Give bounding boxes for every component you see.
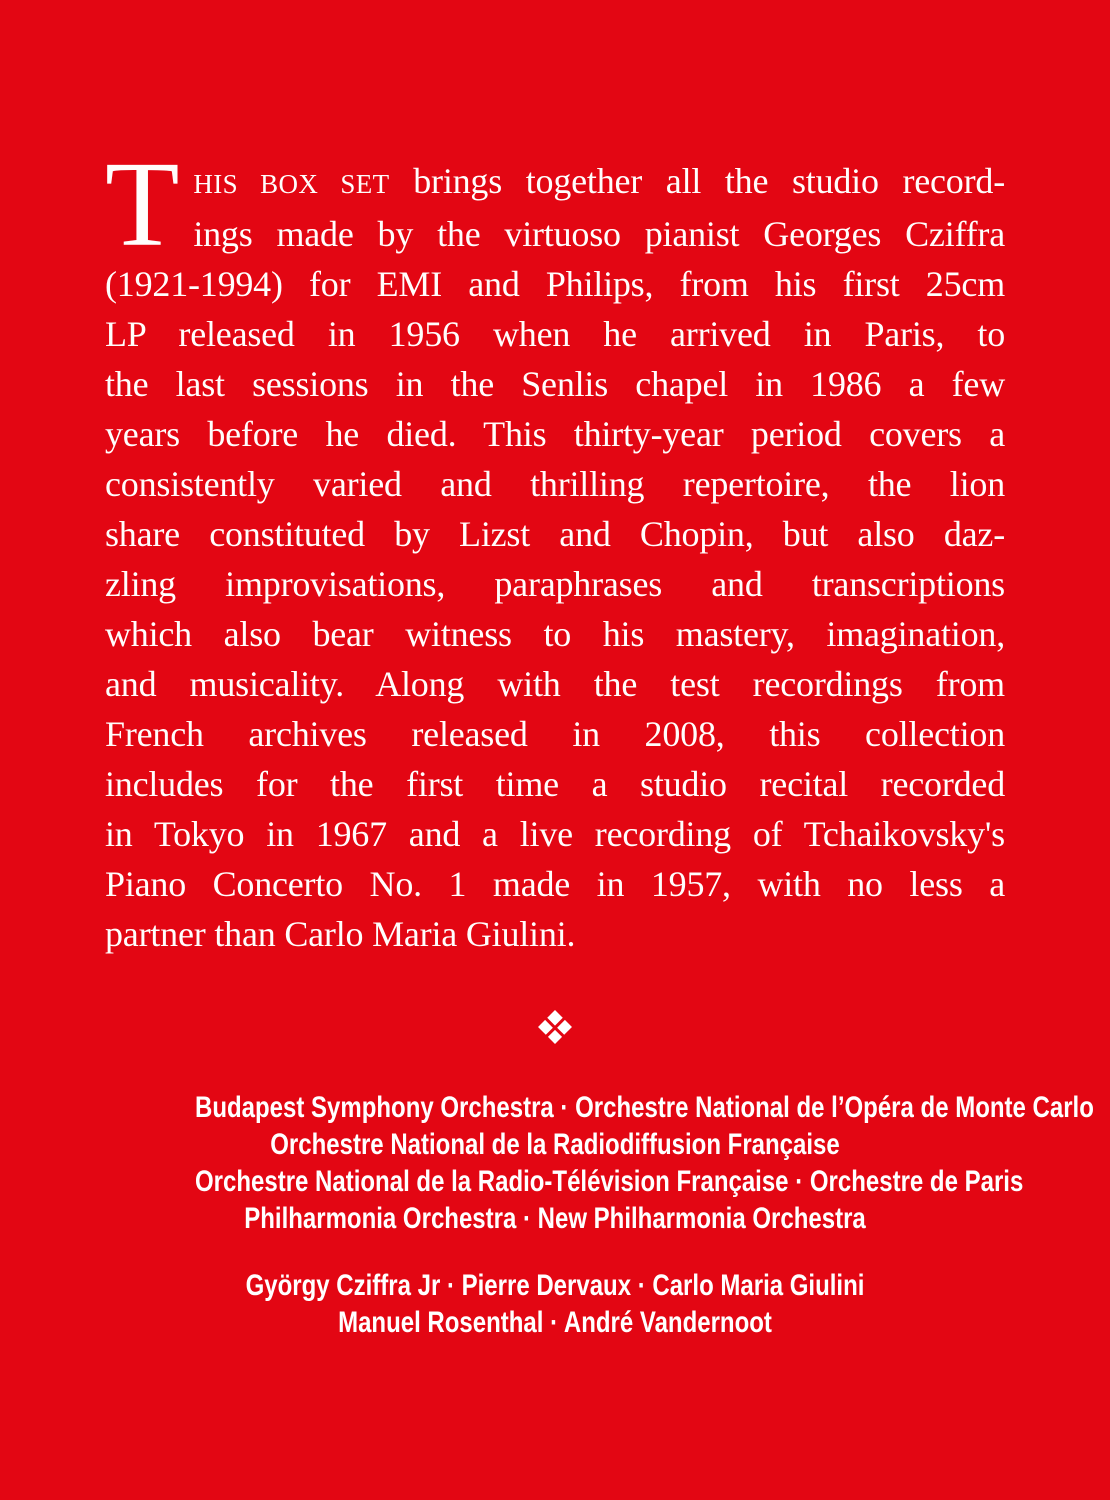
body-text: Piano Concerto No. 1 made in 1957, with no less a [105, 864, 1005, 904]
credit-line: Budapest Symphony Orchestra · Orchestre National de l’Opéra de Monte Carlo [195, 1091, 1094, 1124]
body-text-line [105, 509, 1005, 559]
body-text: which also bear witness to his mastery, imagination, [105, 614, 1005, 654]
body-text: partner than Carlo Maria Giulini. [105, 914, 576, 954]
body-text: consistently varied and thrilling repertoire, the lion [105, 464, 1005, 504]
body-text-line [105, 659, 1005, 709]
body-text: (1921-1994) for EMI and Philips, from his first 25cm [105, 264, 1005, 304]
liner-notes-lines [105, 137, 1005, 959]
body-text-line [105, 809, 1005, 859]
body-text: ings made by the virtuoso pianist Georges Cziffra [193, 214, 1005, 254]
credit-line: Orchestre National de la Radio-Télévision Française · Orchestre de Paris [195, 1165, 1024, 1198]
four-diamonds-icon [538, 1010, 572, 1044]
body-text-line [105, 459, 1005, 509]
credit-line: Manuel Rosenthal · André Vandernoot [338, 1306, 772, 1339]
body-text-line [105, 209, 1005, 259]
body-text-line [105, 409, 1005, 459]
body-text-line [105, 156, 1005, 209]
small-caps-lead: HIS BOX SET [193, 169, 390, 199]
body-text: in Tokyo in 1967 and a live recording of Tchaikovsky's [105, 814, 1005, 854]
body-text: French archives released in 2008, this collection [105, 714, 1005, 754]
body-text-line [105, 709, 1005, 759]
body-text: zling improvisations, paraphrases and transcriptions [105, 564, 1005, 604]
liner-notes-paragraph [105, 137, 1005, 959]
body-text: includes for the first time a studio recital recorded [105, 764, 1005, 804]
body-text-line [105, 359, 1005, 409]
conductors-credits [105, 1267, 1005, 1341]
body-text-line [105, 559, 1005, 609]
body-text: LP released in 1956 when he arrived in Paris, to [105, 314, 1005, 354]
body-text: share constituted by Lizst and Chopin, but also daz- [105, 514, 1005, 554]
credit-line: Orchestre National de la Radiodiffusion Française [270, 1128, 840, 1161]
body-text-line [105, 259, 1005, 309]
body-text-line [105, 609, 1005, 659]
body-text: brings together all the studio record- [389, 161, 1005, 201]
diamond-dot [548, 1029, 563, 1044]
body-text: the last sessions in the Senlis chapel in 1986 a few [105, 364, 1005, 404]
body-text: years before he died. This thirty-year period covers a [105, 414, 1005, 454]
credit-line: György Cziffra Jr · Pierre Dervaux · Carlo Maria Giulini [245, 1269, 865, 1302]
body-text-line [105, 909, 1005, 959]
body-text-line [105, 859, 1005, 909]
body-text-line [105, 309, 1005, 359]
body-text-line [105, 759, 1005, 809]
dropcap-letter: T [105, 137, 180, 272]
body-text: and musicality. Along with the test recordings from [105, 664, 1005, 704]
credit-line: Philharmonia Orchestra · New Philharmonia Orchestra [244, 1202, 866, 1235]
orchestras-credits [105, 1089, 1094, 1237]
diamond-dot [557, 1020, 572, 1035]
